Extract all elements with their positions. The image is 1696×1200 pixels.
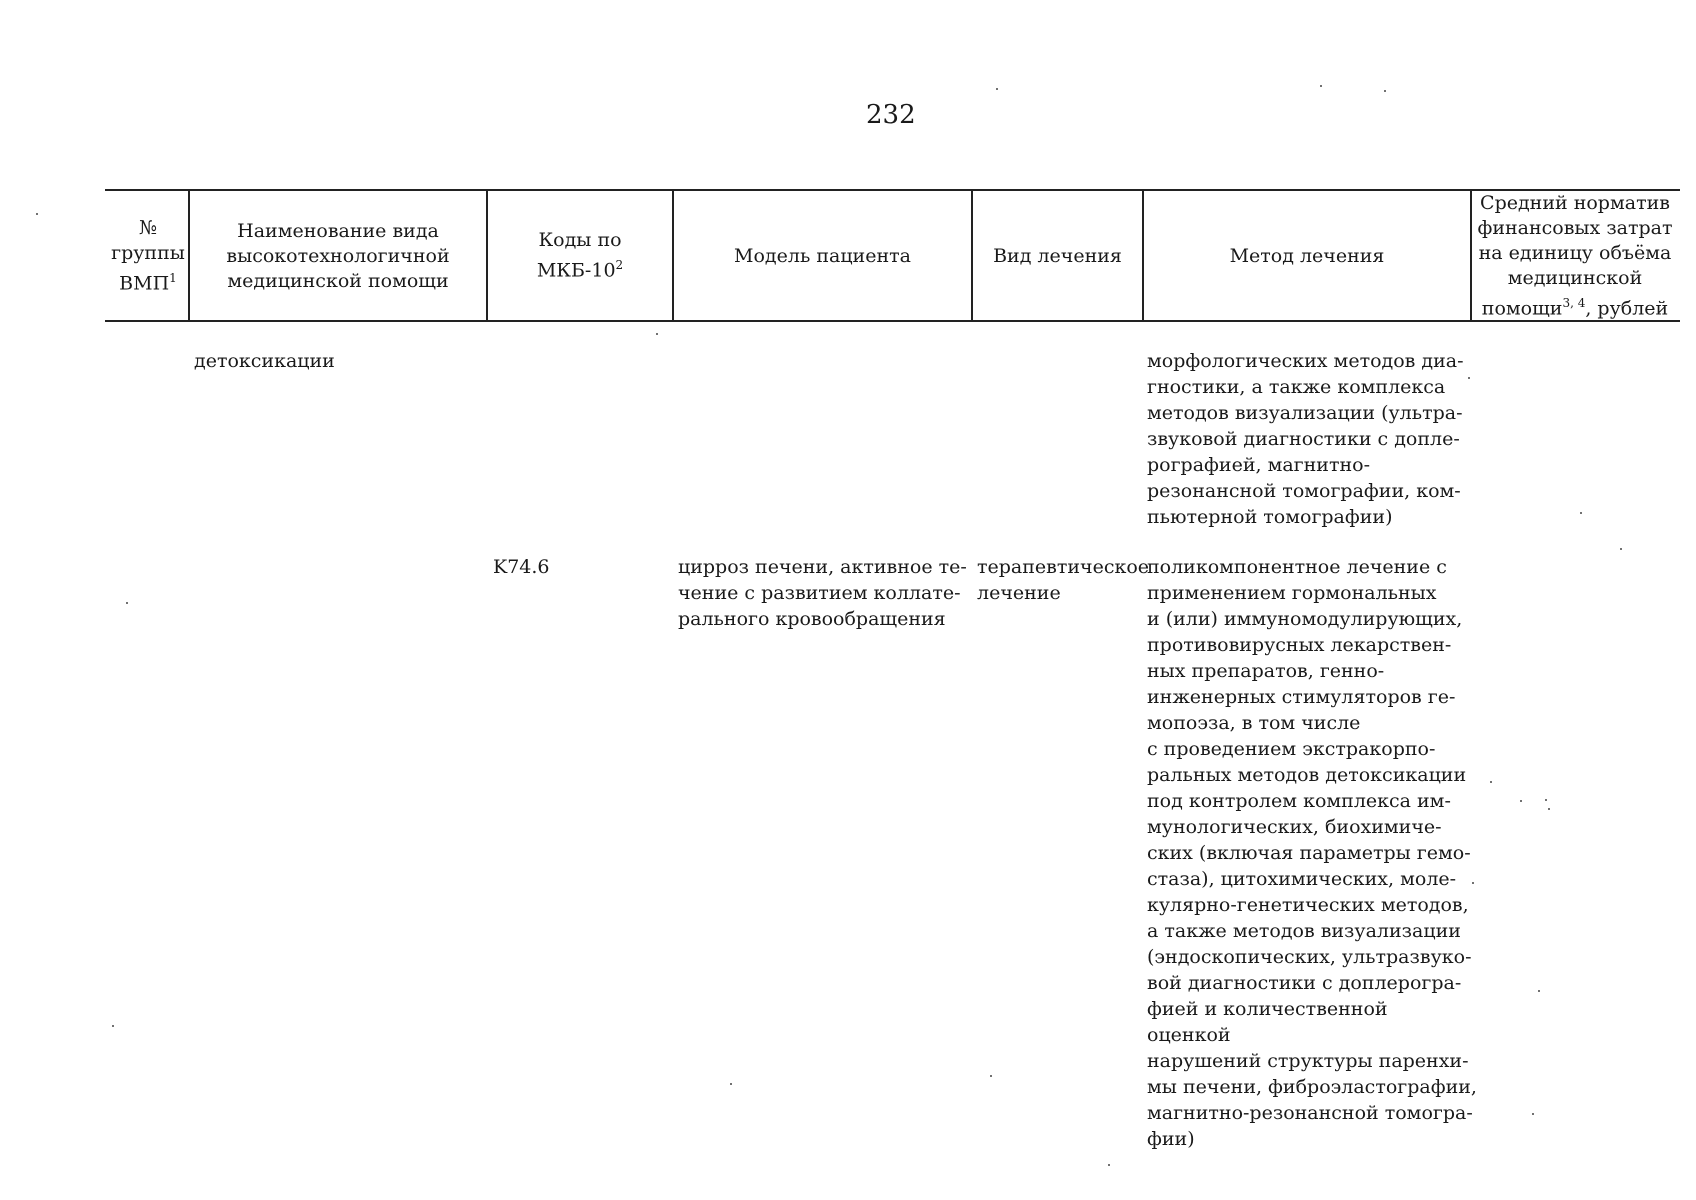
header-average-cost: Средний норматив финансовых затрат на единицу объёма медицинской помощи$^{3, 4}$, рублей (1477, 191, 1673, 320)
header-group-number: № группы ВМП$^1$ (111, 216, 185, 295)
header-icd-codes: Коды по МКБ-$10^2$ (536, 229, 624, 282)
scan-speck (1620, 548, 1622, 550)
scan-speck (36, 213, 38, 215)
row-treatment-type: терапевтическое лечение (977, 556, 1150, 604)
scan-speck (990, 1075, 992, 1077)
row-treatment-method: поликомпонентное лечение с применением гормональных и (или) иммуномодулирующих, противовирусных лекарствен- ных препаратов, генно- инженерных стимуляторов ге- мопоэза, в том числе с проведением экстракорпо- ральных методов детоксикации под контролем комплекса им- мунологических, биохимиче- ских (включая параметры гемо- стаза), цитохимических, моле- кулярно-генетических методов, а также методов визуализации (эндоскопических, ультразвуко- вой диагностики с доплерогра- фией и количественной оценкой нарушений структуры паренхи- мы печени, фиброэластографии, магнитно-резонансной томогра- фии) (1147, 556, 1477, 1150)
header-patient-model: Модель пациента (734, 244, 911, 267)
scan-speck (1384, 90, 1386, 92)
scan-speck (1580, 512, 1582, 514)
scan-speck (1532, 1113, 1534, 1115)
scan-speck (1538, 990, 1540, 992)
scan-speck (996, 88, 998, 90)
header-treatment-type: Вид лечения (993, 244, 1122, 267)
scan-speck (1548, 808, 1550, 810)
row-care-type-name: детоксикации (194, 350, 335, 372)
scan-speck (126, 602, 128, 604)
page-number: 232 (866, 100, 916, 130)
scan-speck (656, 333, 658, 335)
table-top-rule (105, 189, 1680, 191)
scan-speck (1320, 85, 1322, 87)
scan-speck (1490, 781, 1492, 783)
scan-speck (1472, 882, 1474, 884)
scan-speck (112, 1025, 114, 1027)
table-header-bottom-rule (105, 320, 1680, 322)
row-patient-model: цирроз печени, активное те- чение с развитием коллате- рального кровообращения (678, 556, 967, 630)
row-icd-code: K74.6 (493, 556, 550, 578)
scan-speck (1545, 799, 1547, 801)
header-care-type-name: Наименование вида высокотехнологичной медицинской помощи (226, 219, 450, 292)
scan-speck (1108, 1164, 1110, 1166)
scan-speck (1468, 377, 1470, 379)
scan-speck (730, 1083, 732, 1085)
row-treatment-method: морфологических методов диа- гностики, а также комплекса методов визуализации (ультра- звуковой диагностики с допле- рографией, магнитно- резонансной томографии, ком- пьютерной томографии) (1147, 350, 1464, 528)
scan-speck (1520, 800, 1522, 802)
header-treatment-method: Метод лечения (1229, 244, 1385, 267)
